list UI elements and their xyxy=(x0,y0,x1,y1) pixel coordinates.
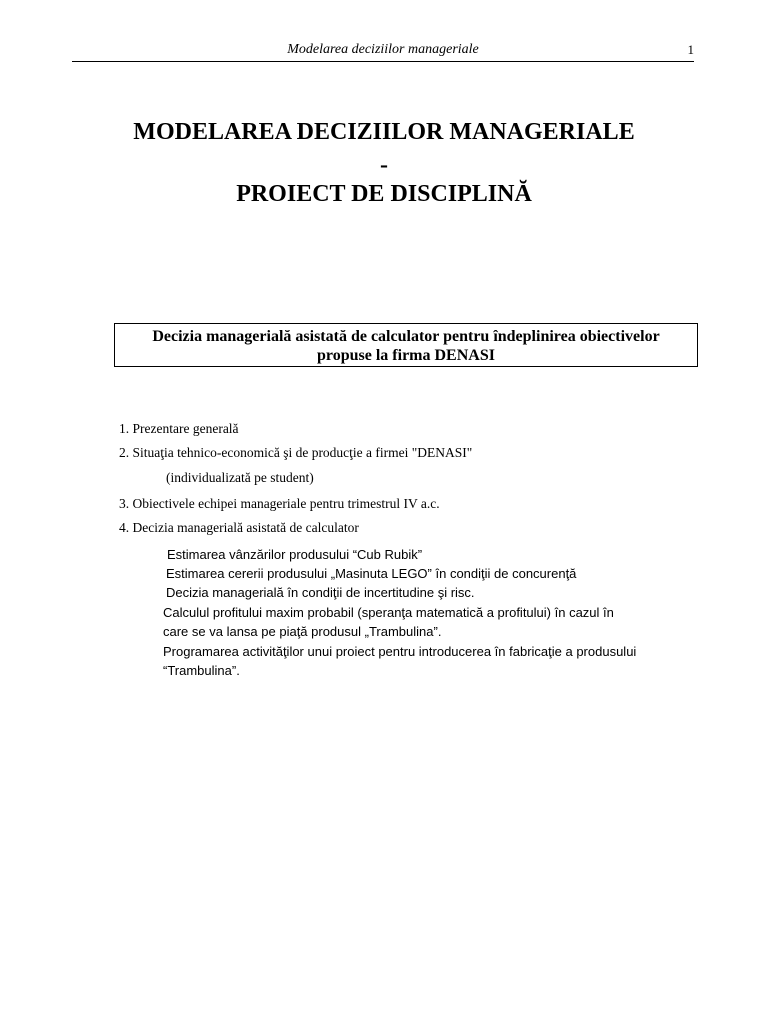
subject-line1: Decizia managerială asistată de calculator pentru îndeplinirea obiectivelor xyxy=(152,328,660,345)
toc-subitem-4-cont: care se va lansa pe piaţă produsul „Trambulina”. xyxy=(163,624,442,639)
toc-subitem-3: Decizia managerială în condiţii de incertitudine şi risc. xyxy=(166,585,475,600)
toc-item-1: 1. Prezentare generală xyxy=(119,421,239,436)
main-title-separator: - xyxy=(380,152,388,178)
toc-subitem-5-cont: “Trambulina”. xyxy=(163,663,240,678)
toc-subitem-4: Calculul profitului maxim probabil (speranţa matematică a profitului) în cazul în xyxy=(163,605,614,620)
toc-subitem-5: Programarea activităţilor unui proiect pentru introducerea în fabricaţie a produsului xyxy=(163,644,637,659)
main-title-line2: PROIECT DE DISCIPLINĂ xyxy=(236,181,532,207)
toc-item-3: 3. Obiectivele echipei manageriale pentru trimestrul IV a.c. xyxy=(119,496,440,511)
toc-item-2-note: (individualizată pe student) xyxy=(166,470,314,485)
toc-subitem-1: Estimarea vânzărilor produsului “Cub Rubik” xyxy=(167,547,423,562)
main-title-line1: MODELAREA DECIZIILOR MANAGERIALE xyxy=(133,119,635,145)
page-number: 1 xyxy=(687,42,694,57)
header-title: Modelarea deciziilor manageriale xyxy=(287,42,479,57)
subject-line2: propuse la firma DENASI xyxy=(317,347,495,364)
toc-item-4: 4. Decizia managerială asistată de calculator xyxy=(119,520,359,535)
toc-item-2: 2. Situaţia tehnico-economică şi de producţie a firmei "DENASI" xyxy=(119,445,473,460)
page-header xyxy=(72,40,694,62)
toc-subitem-2: Estimarea cererii produsului „Masinuta LEGO” în condiţii de concurenţă xyxy=(166,566,577,581)
subject-box xyxy=(114,323,698,367)
